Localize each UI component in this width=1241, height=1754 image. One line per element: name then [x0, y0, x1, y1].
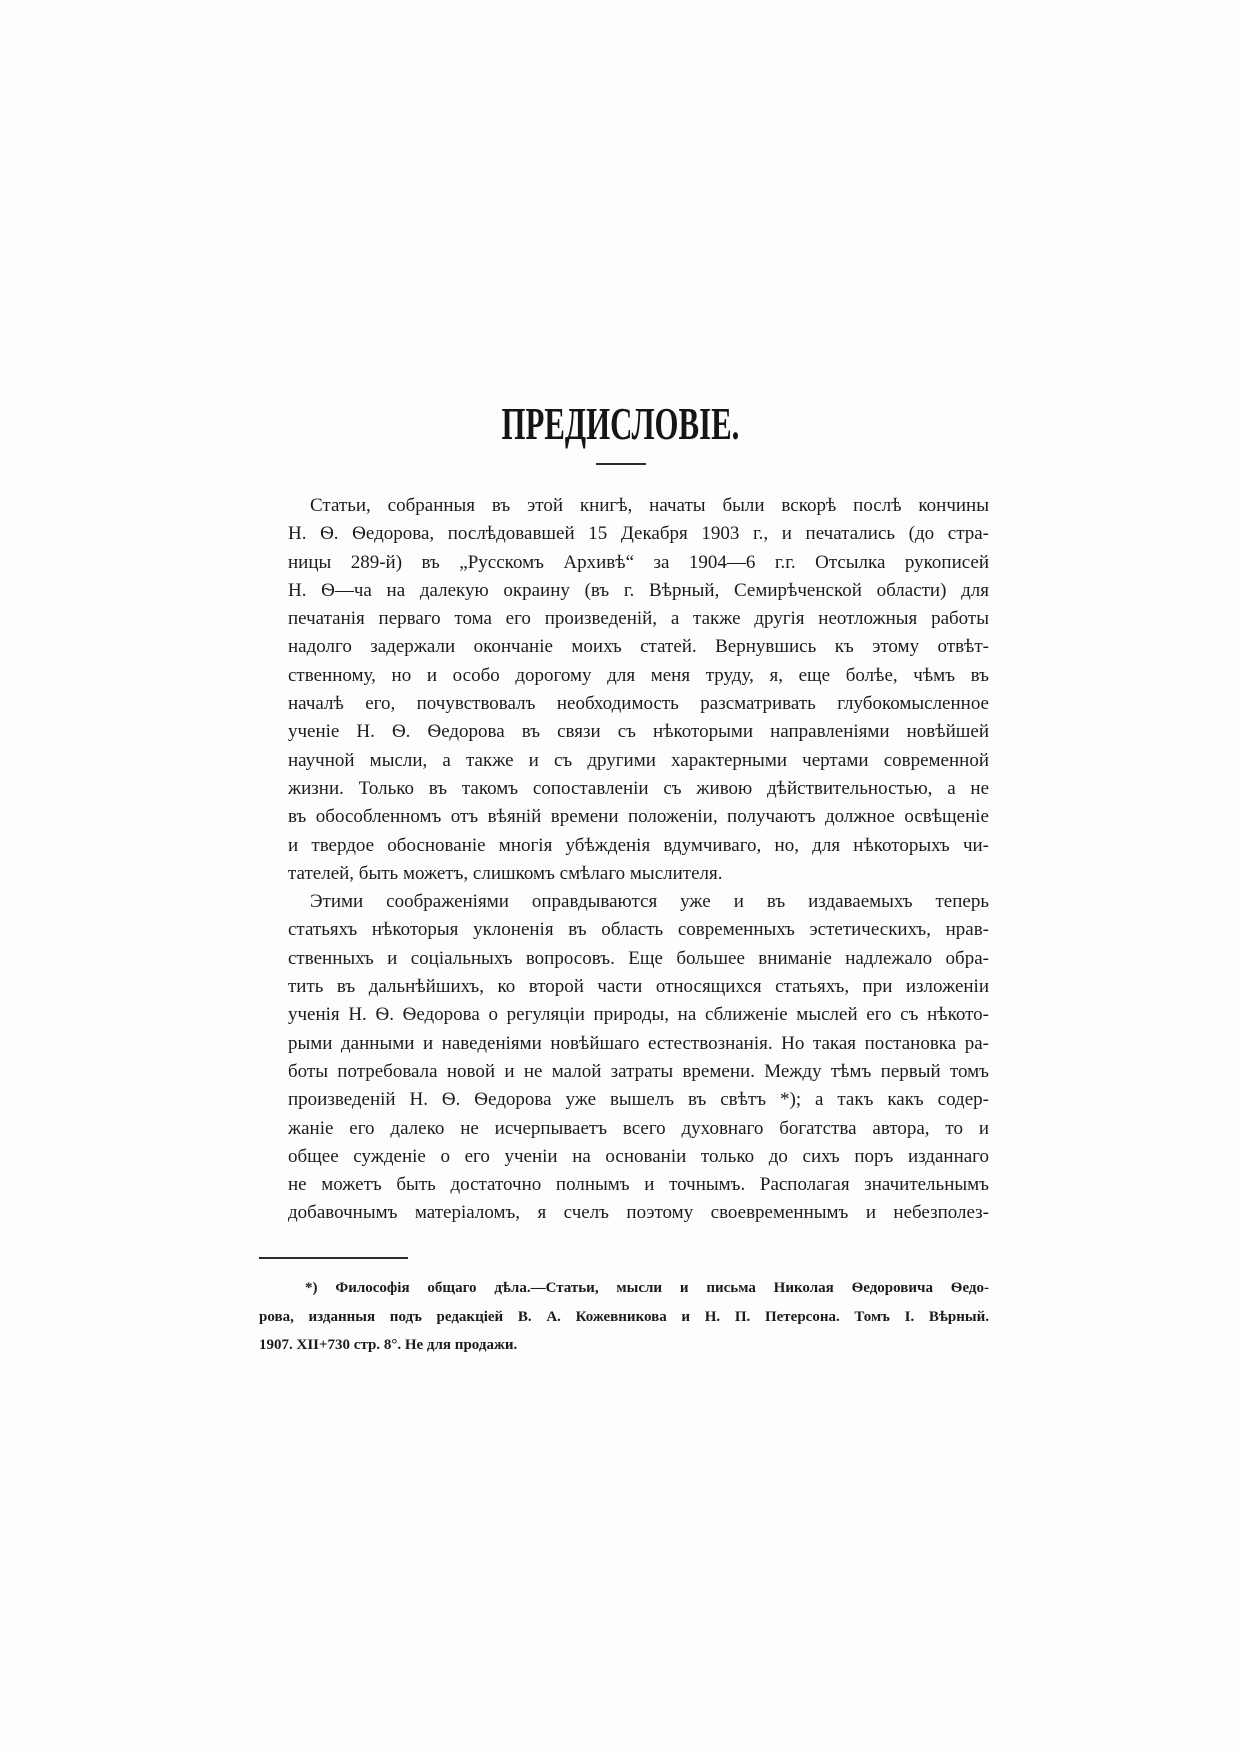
text-line: рыми данными и наведеніями новѣйшаго естествознанія. Но такая постановка ра- [288, 1032, 989, 1054]
footnote-line: *) Философія общаго дѣла.—Статьи, мысли и письма Николая Ѳедоровича Ѳедо- [305, 1280, 989, 1296]
text-line: произведеній Н. Ѳ. Ѳедорова уже вышелъ въ свѣтъ *); а такъ какъ содер- [288, 1089, 989, 1111]
text-line: Статьи, собранныя въ этой книгѣ, начаты были вскорѣ послѣ кончины [310, 495, 989, 516]
text-line: въ обособленномъ отъ вѣяній времени положеніи, получаютъ должное освѣщеніе [288, 806, 989, 828]
text-line: ученіе Н. Ѳ. Ѳедорова въ связи съ нѣкоторыми направленіями новѣйшей [288, 721, 989, 743]
page-title: ПРЕДИСЛОВІЕ. [501, 398, 740, 449]
title-rule [596, 463, 646, 465]
body-text [288, 492, 989, 1228]
text-line: и твердое обоснованіе многія убѣжденія вдумчиваго, но, для нѣкоторыхъ чи- [288, 834, 989, 856]
text-line: общее сужденіе о его ученіи на основаніи только до сихъ поръ изданнаго [288, 1145, 989, 1167]
text-line: жизни. Только въ такомъ сопоставленіи съ живою дѣйствительностью, а не [288, 777, 989, 799]
text-line: печатанія перваго тома его произведеній, а также другія неотложныя работы [288, 608, 989, 630]
footnote [259, 1274, 989, 1360]
text-line: не можетъ быть достаточно полнымъ и точнымъ. Располагая значительнымъ [288, 1174, 989, 1196]
paragraph-2 [288, 888, 989, 1228]
text-line: Этими соображеніями оправдываются уже и въ издаваемыхъ теперь [310, 891, 989, 913]
text-line: жаніе его далеко не исчерпываетъ всего духовнаго богатства автора, то и [288, 1117, 989, 1139]
title-block [0, 396, 1241, 452]
text-line: Н. Ѳ—ча на далекую окраину (въ г. Вѣрный, Семирѣченской области) для [288, 579, 989, 601]
text-line: ученія Н. Ѳ. Ѳедорова о регуляціи природы, на сближеніе мыслей его съ нѣкото- [288, 1004, 989, 1026]
text-line: ственному, но и особо дорогому для меня труду, я, еще болѣе, чѣмъ въ [288, 664, 989, 686]
text-line: тить въ дальнѣйшихъ, ко второй части относящихся статьяхъ, при изложеніи [288, 976, 989, 998]
text-line: статьяхъ нѣкоторыя уклоненія въ область современныхъ эстетическихъ, нрав- [288, 919, 989, 941]
text-line: боты потребовала новой и не малой затраты времени. Между тѣмъ первый томъ [288, 1060, 989, 1082]
text-line: ницы 289-й) въ „Русскомъ Архивѣ“ за 1904—6 г.г. Отсылка рукописей [288, 551, 989, 573]
text-line: тателей, быть можетъ, слишкомъ смѣлаго мыслителя. [288, 862, 723, 884]
text-line: ственныхъ и соціальныхъ вопросовъ. Еще большее вниманіе надлежало обра- [288, 947, 989, 969]
footnote-rule [259, 1257, 408, 1259]
footnote-line: 1907. XII+730 стр. 8°. Не для продажи. [259, 1337, 518, 1353]
text-line: добавочнымъ матеріаломъ, я счелъ поэтому своевременнымъ и небезполез- [288, 1202, 989, 1224]
text-line: научной мысли, а также и съ другими характерными чертами современной [288, 749, 989, 771]
text-line: Н. Ѳ. Ѳедорова, послѣдовавшей 15 Декабря 1903 г., и печатались (до стра- [288, 523, 989, 545]
text-line: началѣ его, почувствовалъ необходимость разсматривать глубокомысленное [288, 693, 989, 715]
footnote-line: рова, изданныя подъ редакціей В. А. Кожевникова и Н. П. Петерсона. Томъ I. Вѣрный. [259, 1308, 989, 1325]
text-line: надолго задержали окончаніе моихъ статей. Вернувшись къ этому отвѣт- [288, 636, 989, 658]
paragraph-1 [288, 492, 989, 888]
